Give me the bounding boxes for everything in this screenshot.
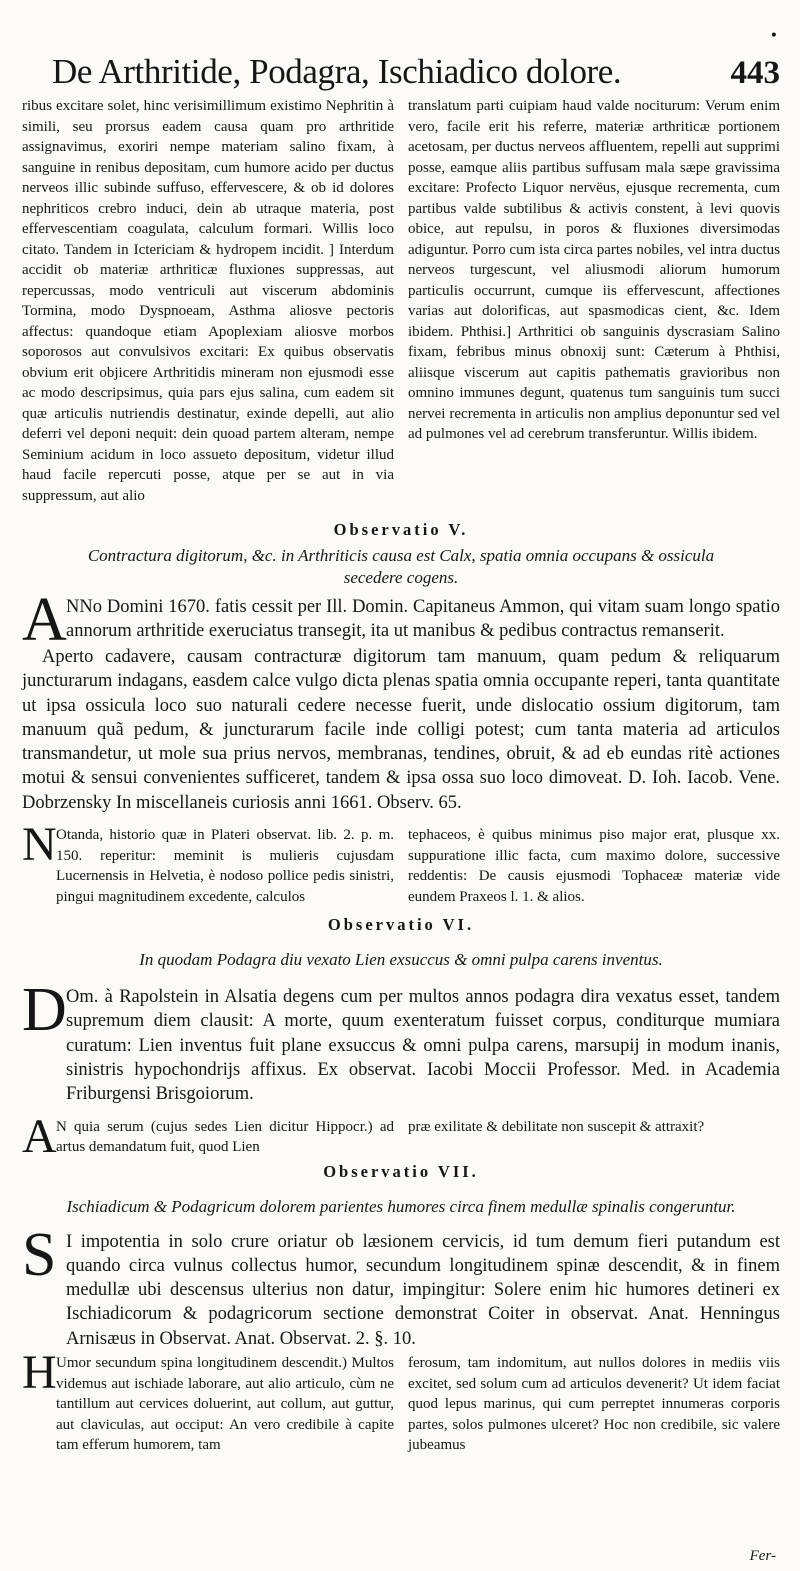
observation-paragraph: NNo Domini 1670. fatis cessit per Ill. Domin. Capitaneus Ammon, qui vitam suam longo spatio annorum arthritide exeruciatus transegit, ita ut manibus & pedibus contractus remanserit.: [66, 597, 780, 642]
intro-right-column: translatum parti cuipiam haud valde nociturum: Verum enim vero, facile erit his referre, materiæ arthriticæ portionem acetosam, per ductus nerveos affluentem, repelli aut supprimi posse, eamque aliis partibus suffusam mala sæpe gravissima excitare: Profecto Liquor nervëus, ejusque recrementa, cum partibus valde subtilibus & activis constent, à levi quovis obice, aut repulsu, in poros & fluxiones diversimodas adiguntur. Porro cum ista circa partes nobiles, vel intra ductus nerveos turgescunt, vel aliusmodi aliorum humorum particulis occurrunt, cumque iis effervescunt, affectiones varias aut dolorificas, aut spasmodicas cient, &c. Idem ibidem. Phthisi.] Arthritici ob sanguinis dyscrasiam Salino fixam, febribus minus obnoxij sunt: Cæterum à Phthisi, aliisque viscerum aut capitis pathematis gravioribus non omnino immunes degunt, quatenus tum sanguinis tum succi nervei recrementa in articulis non amplius deponuntur sed vel ad pulmones vel ad cerebrum transferuntur. Willis ibidem.: [408, 98, 780, 442]
intro-columns: [22, 96, 780, 506]
scholion-right-column: præ exilitate & debilitate non suscepit & attraxit?: [408, 1118, 705, 1135]
scholion-left-column: [22, 1109, 394, 1163]
observation-body: [22, 976, 780, 1106]
observation-subtitle: Contractura digitorum, &c. in Arthriticis causa est Calx, spatia omnia occupans & ossicula secedere cogens.: [87, 546, 715, 587]
catchword: Fer-: [749, 1548, 776, 1564]
observation-7: [22, 1162, 780, 1456]
scholion-right-column: ferosum, tam indomitum, aut nullos dolores in mediis viis excitet, sed solum cum ad articulos devenerit? Ut idem faciat quod lepus marinus, qui cum perreptet innumeras corporis partes, solos pulmones ulceret? Hoc non credibile, sic valere jubeamus: [408, 1355, 780, 1454]
observation-5: [22, 520, 780, 907]
scholion-text: N quia serum (cujus sedes Lien dicitur Hippocr.) ad artus demandatum fuit, quod Lien: [56, 1118, 394, 1156]
observation-paragraph: Aperto cadavere, causam contracturæ digitorum tam manuum, quam pedum & reliquarum juncturarum indagans, easdem calce vulgo dicta plenas spatia omnia occupante reperi, tanta quantitate ut ipsa ossicula loco suo naturali cedere necesse fuerit, unde dislocatio ossium digitorum, tam manuum quã pedum, & juncturarum facile inde colligi potest; cum tanta materia ad articulos transmandetur, ut mole sua prius nervos, membranas, tendines, obruit, & ad eb eundas ritè actiones motui & sensui convenientes sufficeret, tandem & ipsa ossa suo loco dimoveat. D. Ioh. Iacob. Vene. Dobrzensky In miscellaneis curiosis anni 1661. Observ. 65.: [22, 647, 780, 813]
intro-left-column: ribus excitare solet, hinc verisimillimum existimo Nephritin à simili, seu prorsus eadem causa quam pro arthritide assignavimus, exoriri nempe materiam salino fixam, à sanguine in renibus depositam, cum humore acido per ductus nerveos illic subinde suffuso, effervescere, & ob id dolores nephriticos crebro induci, dein ab utraque materia, post effervescentiam coagulata, calculum formari. Willis loco citato. Tandem in Ictericiam & hydropem incidit. ] Interdum accidit ob materiæ arthriticæ fluxiones suppressas, aut repercussas, modo ventriculi aut viscerum abdominis Tormina, modo Dyspnoeam, Asthma aliosve pectoris affectus: quandoque etiam Apoplexiam aliosve morbos soporosos aut convulsivos excitari: Ex quibus observatis obvium erit objicere Arthritidis mineram non ejusmodi esse ac modo descripsimus, quia pars ejus salina, cum eadem sit quæ articulis nutriendis destinatur, exinde depelli, aut alio deferri vel deponi nequit: dein quoad partem alteram, nempe Seminium acidum in loco assueto depositum, videtur illud haud facile repercuti posse, atque per se aut in via suppressum, aut alio: [22, 98, 394, 504]
drop-cap: A: [22, 1109, 57, 1163]
observation-body: [22, 586, 780, 654]
scholion-columns: [22, 818, 780, 907]
running-title: De Arthritide, Podagra, Ischiadico dolore.: [52, 52, 622, 91]
drop-cap: N: [22, 818, 57, 872]
observation-body: [22, 1220, 780, 1351]
scholion-columns: [22, 1109, 780, 1163]
scholion-text: Umor secundum spina longitudinem descendit.) Multos videmus aut ischiade laborare, aut alio articulo, cùm ne tantillum aut cervices doluerint, aut collum, aut guttur, aut claviculas, aut occiput: An vero credibile à capite tam efferum humorem, tam: [56, 1355, 394, 1454]
scholion-text: Otanda, historio quæ in Plateri observat. lib. 2. p. m. 150. reperitur: meminit is mulieris cujusdam Lucernensis in Helvetia, è nodoso pollice pedis sinistri, pingui magnitudinem excedente, calculos: [56, 827, 394, 905]
drop-cap: D: [22, 976, 67, 1045]
observation-6: [22, 915, 780, 1163]
scholion-columns: [22, 1346, 780, 1456]
page-ornament: •: [769, 28, 778, 44]
scholion-left-column: [22, 818, 394, 907]
drop-cap: S: [22, 1220, 57, 1289]
drop-cap: A: [22, 586, 67, 654]
scholion-left-column: [22, 1346, 394, 1456]
page-number: 443: [730, 55, 780, 91]
drop-cap: H: [22, 1346, 57, 1400]
observation-heading: Observatio V.: [333, 520, 469, 539]
running-head: [22, 0, 780, 96]
scholion-right-column: tephaceos, è quibus minimus piso major erat, plusque xx. suppuratione illic facta, cum maximo dolore, successive reddentis: De causis ejusmodi Tophaceæ materiæ vide eundem Praxeos l. 1. & alios.: [408, 827, 780, 905]
observation-paragraph: Om. à Rapolstein in Alsatia degens cum per multos annos podagra dira vexatus esset, tandem supremum diem clausit: A morte, quum exenteratum fuisset corpus, conditurque mumiara curatum: Lien inventus fuit plane exsuccus & omni pulpa carens, marsupij in modum inanis, sinistris hypochondrijs affixus. Ex observat. Iacobi Moccii Professor. Med. in Academia Friburgensi Brisgoiorum.: [66, 987, 780, 1105]
observation-heading: Observatio VII.: [323, 1161, 479, 1181]
observation-heading: Observatio VI.: [327, 915, 475, 935]
observation-subtitle: Ischiadicum & Podagricum dolorem parientes humores circa finem medullæ spinalis congeruntur.: [66, 1196, 736, 1216]
observation-subtitle: In quodam Podagra diu vexato Lien exsuccus & omni pulpa carens inventus.: [139, 950, 663, 970]
observation-paragraph: I impotentia in solo crure oriatur ob læsionem cervicis, id tum demum fieri putandum est quando circa vulnus collectus humor, secundum longitudinem spinæ descendit, & in finem medullæ ubi descensus ulterius non datur, impingitur: Solere enim hic humores detineri ex Ischiadicorum & podagricorum sectione demonstrat Coiter in observat. Anat. Henningus Arnisæus in Observat. Anat. Observat. 2. §. 10.: [66, 1231, 780, 1349]
